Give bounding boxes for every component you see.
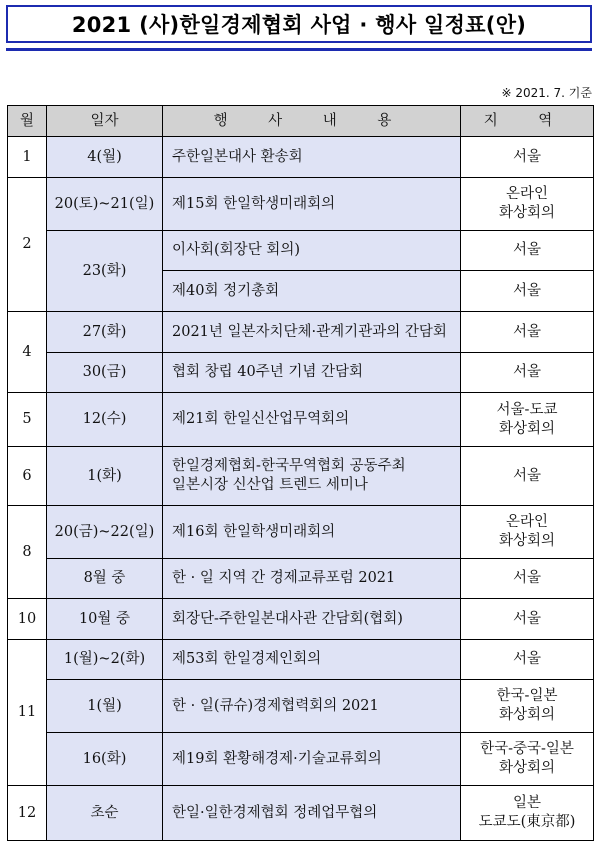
table-row (8, 178, 594, 231)
event-cell: 제21회 한일신산업무역회의 (163, 393, 461, 447)
table-row (8, 447, 594, 506)
month-cell: 12 (8, 786, 47, 841)
month-cell: 11 (8, 640, 47, 786)
table-row (8, 786, 594, 841)
location-cell: 서울 (461, 137, 594, 178)
table-row (8, 312, 594, 353)
event-cell: 제16회 한일학생미래회의 (163, 506, 461, 559)
month-cell: 6 (8, 447, 47, 506)
table-row (8, 393, 594, 447)
location-cell: 서울 (461, 599, 594, 640)
event-cell: 한 · 일(큐슈)경제협력회의 2021 (163, 680, 461, 733)
date-cell: 1(월)~2(화) (47, 640, 163, 680)
location-cell: 서울 (461, 231, 594, 271)
date-cell: 12(수) (47, 393, 163, 447)
table-row (8, 733, 594, 786)
table-row (8, 353, 594, 393)
date-cell: 20(금)~22(일) (47, 506, 163, 559)
location-cell: 서울 (461, 271, 594, 312)
month-cell: 8 (8, 506, 47, 599)
title-box (6, 5, 592, 43)
table-row (8, 137, 594, 178)
event-cell: 제15회 한일학생미래회의 (163, 178, 461, 231)
event-cell: 회장단-주한일본대사관 간담회(협회) (163, 599, 461, 640)
table-row (8, 640, 594, 680)
date-cell: 20(토)~21(일) (47, 178, 163, 231)
event-cell: 주한일본대사 환송회 (163, 137, 461, 178)
event-cell: 한 · 일 지역 간 경제교류포럼 2021 (163, 559, 461, 599)
location-cell: 일본 도쿄도(東京都) (461, 786, 594, 841)
location-cell: 한국-중국-일본 화상회의 (461, 733, 594, 786)
basis-date: ※ 2021. 7. 기준 (501, 86, 592, 100)
event-cell: 한일·일한경제협회 정례업무협의 (163, 786, 461, 841)
month-cell: 5 (8, 393, 47, 447)
date-cell: 초순 (47, 786, 163, 841)
date-cell: 4(월) (47, 137, 163, 178)
date-cell: 27(화) (47, 312, 163, 353)
table-row (8, 559, 594, 599)
location-cell: 서울-도쿄 화상회의 (461, 393, 594, 447)
month-cell: 2 (8, 178, 47, 312)
location-cell: 한국-일본 화상회의 (461, 680, 594, 733)
location-cell: 서울 (461, 559, 594, 599)
location-cell: 서울 (461, 447, 594, 506)
month-cell: 1 (8, 137, 47, 178)
event-cell: 이사회(회장단 회의) (163, 231, 461, 271)
table-header-row (8, 106, 594, 137)
location-cell: 온라인 화상회의 (461, 506, 594, 559)
month-cell: 4 (8, 312, 47, 393)
event-cell: 한일경제협회-한국무역협회 공동주최 일본시장 신산업 트렌드 세미나 (163, 447, 461, 506)
header-date: 일자 (47, 106, 163, 137)
event-cell: 2021년 일본자치단체·관계기관과의 간담회 (163, 312, 461, 353)
page-title: 2021 (사)한일경제협회 사업 · 행사 일정표(안) (71, 13, 527, 37)
header-location: 지 역 (461, 106, 594, 137)
header-event: 행 사 내 용 (163, 106, 461, 137)
location-cell: 서울 (461, 640, 594, 680)
location-cell: 서울 (461, 353, 594, 393)
location-cell: 온라인 화상회의 (461, 178, 594, 231)
date-cell: 8월 중 (47, 559, 163, 599)
event-cell: 제19회 환황해경제·기술교류회의 (163, 733, 461, 786)
date-cell: 23(화) (47, 231, 163, 312)
date-cell: 1(월) (47, 680, 163, 733)
table-row (8, 506, 594, 559)
date-cell: 16(화) (47, 733, 163, 786)
month-cell: 10 (8, 599, 47, 640)
table-row (8, 599, 594, 640)
location-cell: 서울 (461, 312, 594, 353)
schedule-table (7, 105, 594, 841)
event-cell: 제40회 정기총회 (163, 271, 461, 312)
date-cell: 10월 중 (47, 599, 163, 640)
event-cell: 제53회 한일경제인회의 (163, 640, 461, 680)
table-row (8, 680, 594, 733)
table-row (8, 231, 594, 271)
event-cell: 협회 창립 40주년 기념 간담회 (163, 353, 461, 393)
header-month: 월 (8, 106, 47, 137)
title-underline (6, 48, 592, 51)
date-cell: 1(화) (47, 447, 163, 506)
date-cell: 30(금) (47, 353, 163, 393)
